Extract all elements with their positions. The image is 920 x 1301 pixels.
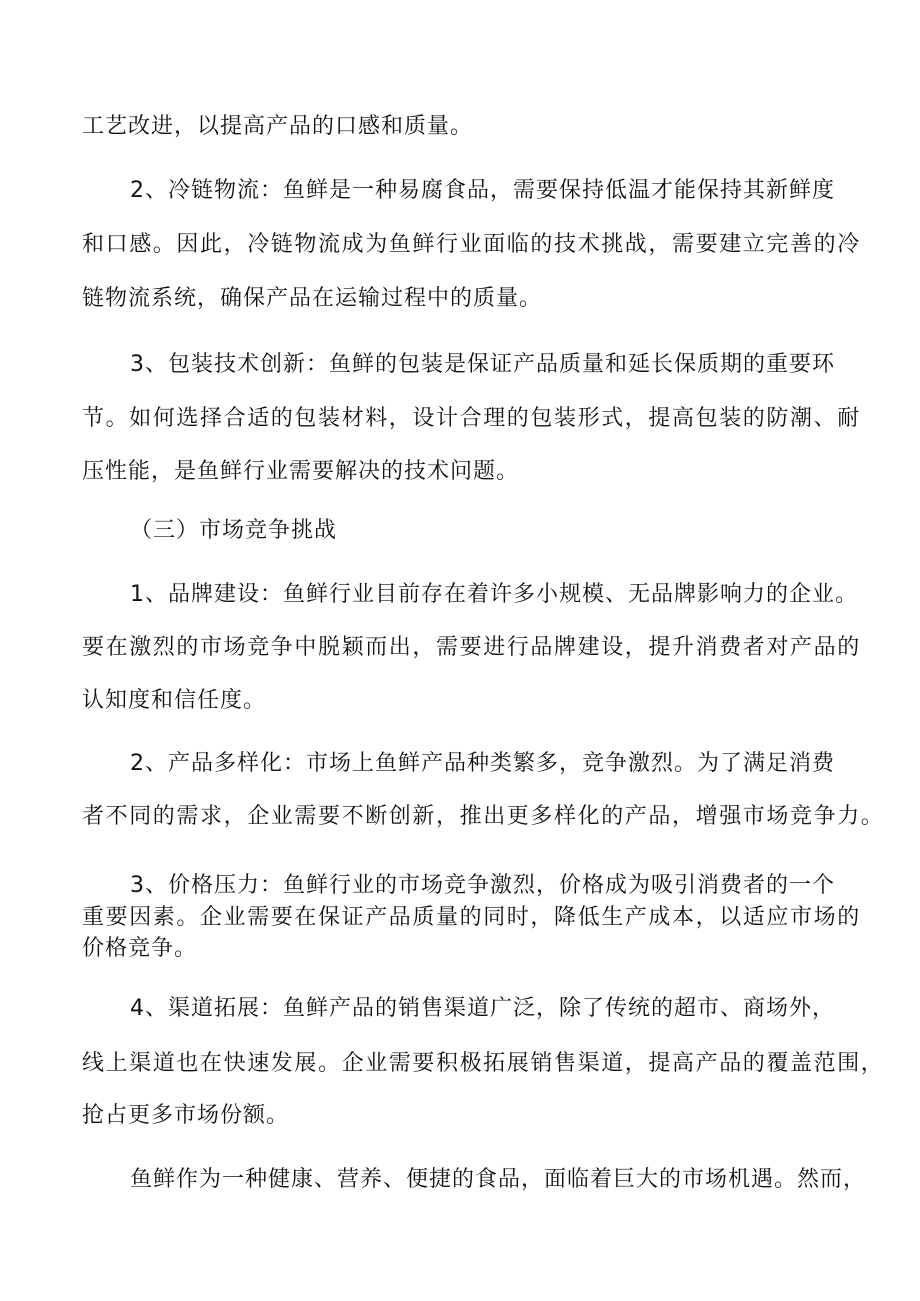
text-line: 2、产品多样化：市场上鱼鲜产品种类繁多，竞争激烈。为了满足消费 bbox=[130, 751, 835, 776]
text-line: 链物流系统，确保产品在运输过程中的质量。 bbox=[82, 286, 543, 311]
text-line: 认知度和信任度。 bbox=[82, 688, 267, 713]
text-line: 者不同的需求，企业需要不断创新，推出更多样化的产品，增强市场竞争力。 bbox=[82, 804, 885, 829]
text-line: 节。如何选择合适的包装材料，设计合理的包装形式，提高包装的防潮、耐 bbox=[82, 406, 861, 431]
text-line: 2、冷链物流：鱼鲜是一种易腐食品，需要保持低温才能保持其新鲜度 bbox=[130, 178, 835, 203]
text-line: 压性能，是鱼鲜行业需要解决的技术问题。 bbox=[82, 459, 520, 484]
text-line: 4、渠道拓展：鱼鲜产品的销售渠道广泛，除了传统的超市、商场外， bbox=[130, 996, 835, 1021]
text-line: 3、包装技术创新：鱼鲜的包装是保证产品质量和延长保质期的重要环 bbox=[130, 352, 835, 377]
text-line: 线上渠道也在快速发展。企业需要积极拓展销售渠道，提高产品的覆盖范围， bbox=[82, 1051, 885, 1076]
text-line: 1、品牌建设：鱼鲜行业目前存在着许多小规模、无品牌影响力的企业。 bbox=[130, 582, 858, 607]
text-line: 工艺改进，以提高产品的口感和质量。 bbox=[82, 114, 474, 139]
text-line: 抢占更多市场份额。 bbox=[82, 1103, 290, 1128]
text-line: 重要因素。企业需要在保证产品质量的同时，降低生产成本，以适应市场的 bbox=[82, 905, 861, 930]
text-line: 和口感。因此，冷链物流成为鱼鲜行业面临的技术挑战，需要建立完善的冷 bbox=[82, 232, 861, 257]
text-line: 3、价格压力：鱼鲜行业的市场竞争激烈，价格成为吸引消费者的一个 bbox=[130, 873, 835, 898]
text-line: 鱼鲜作为一种健康、营养、便捷的食品，面临着巨大的市场机遇。然而， bbox=[130, 1167, 867, 1192]
text-line: 价格竞争。 bbox=[82, 936, 198, 961]
text-line: 要在激烈的市场竞争中脱颖而出，需要进行品牌建设，提升消费者对产品的 bbox=[82, 635, 861, 660]
section-heading: （三）市场竞争挑战 bbox=[130, 518, 338, 543]
